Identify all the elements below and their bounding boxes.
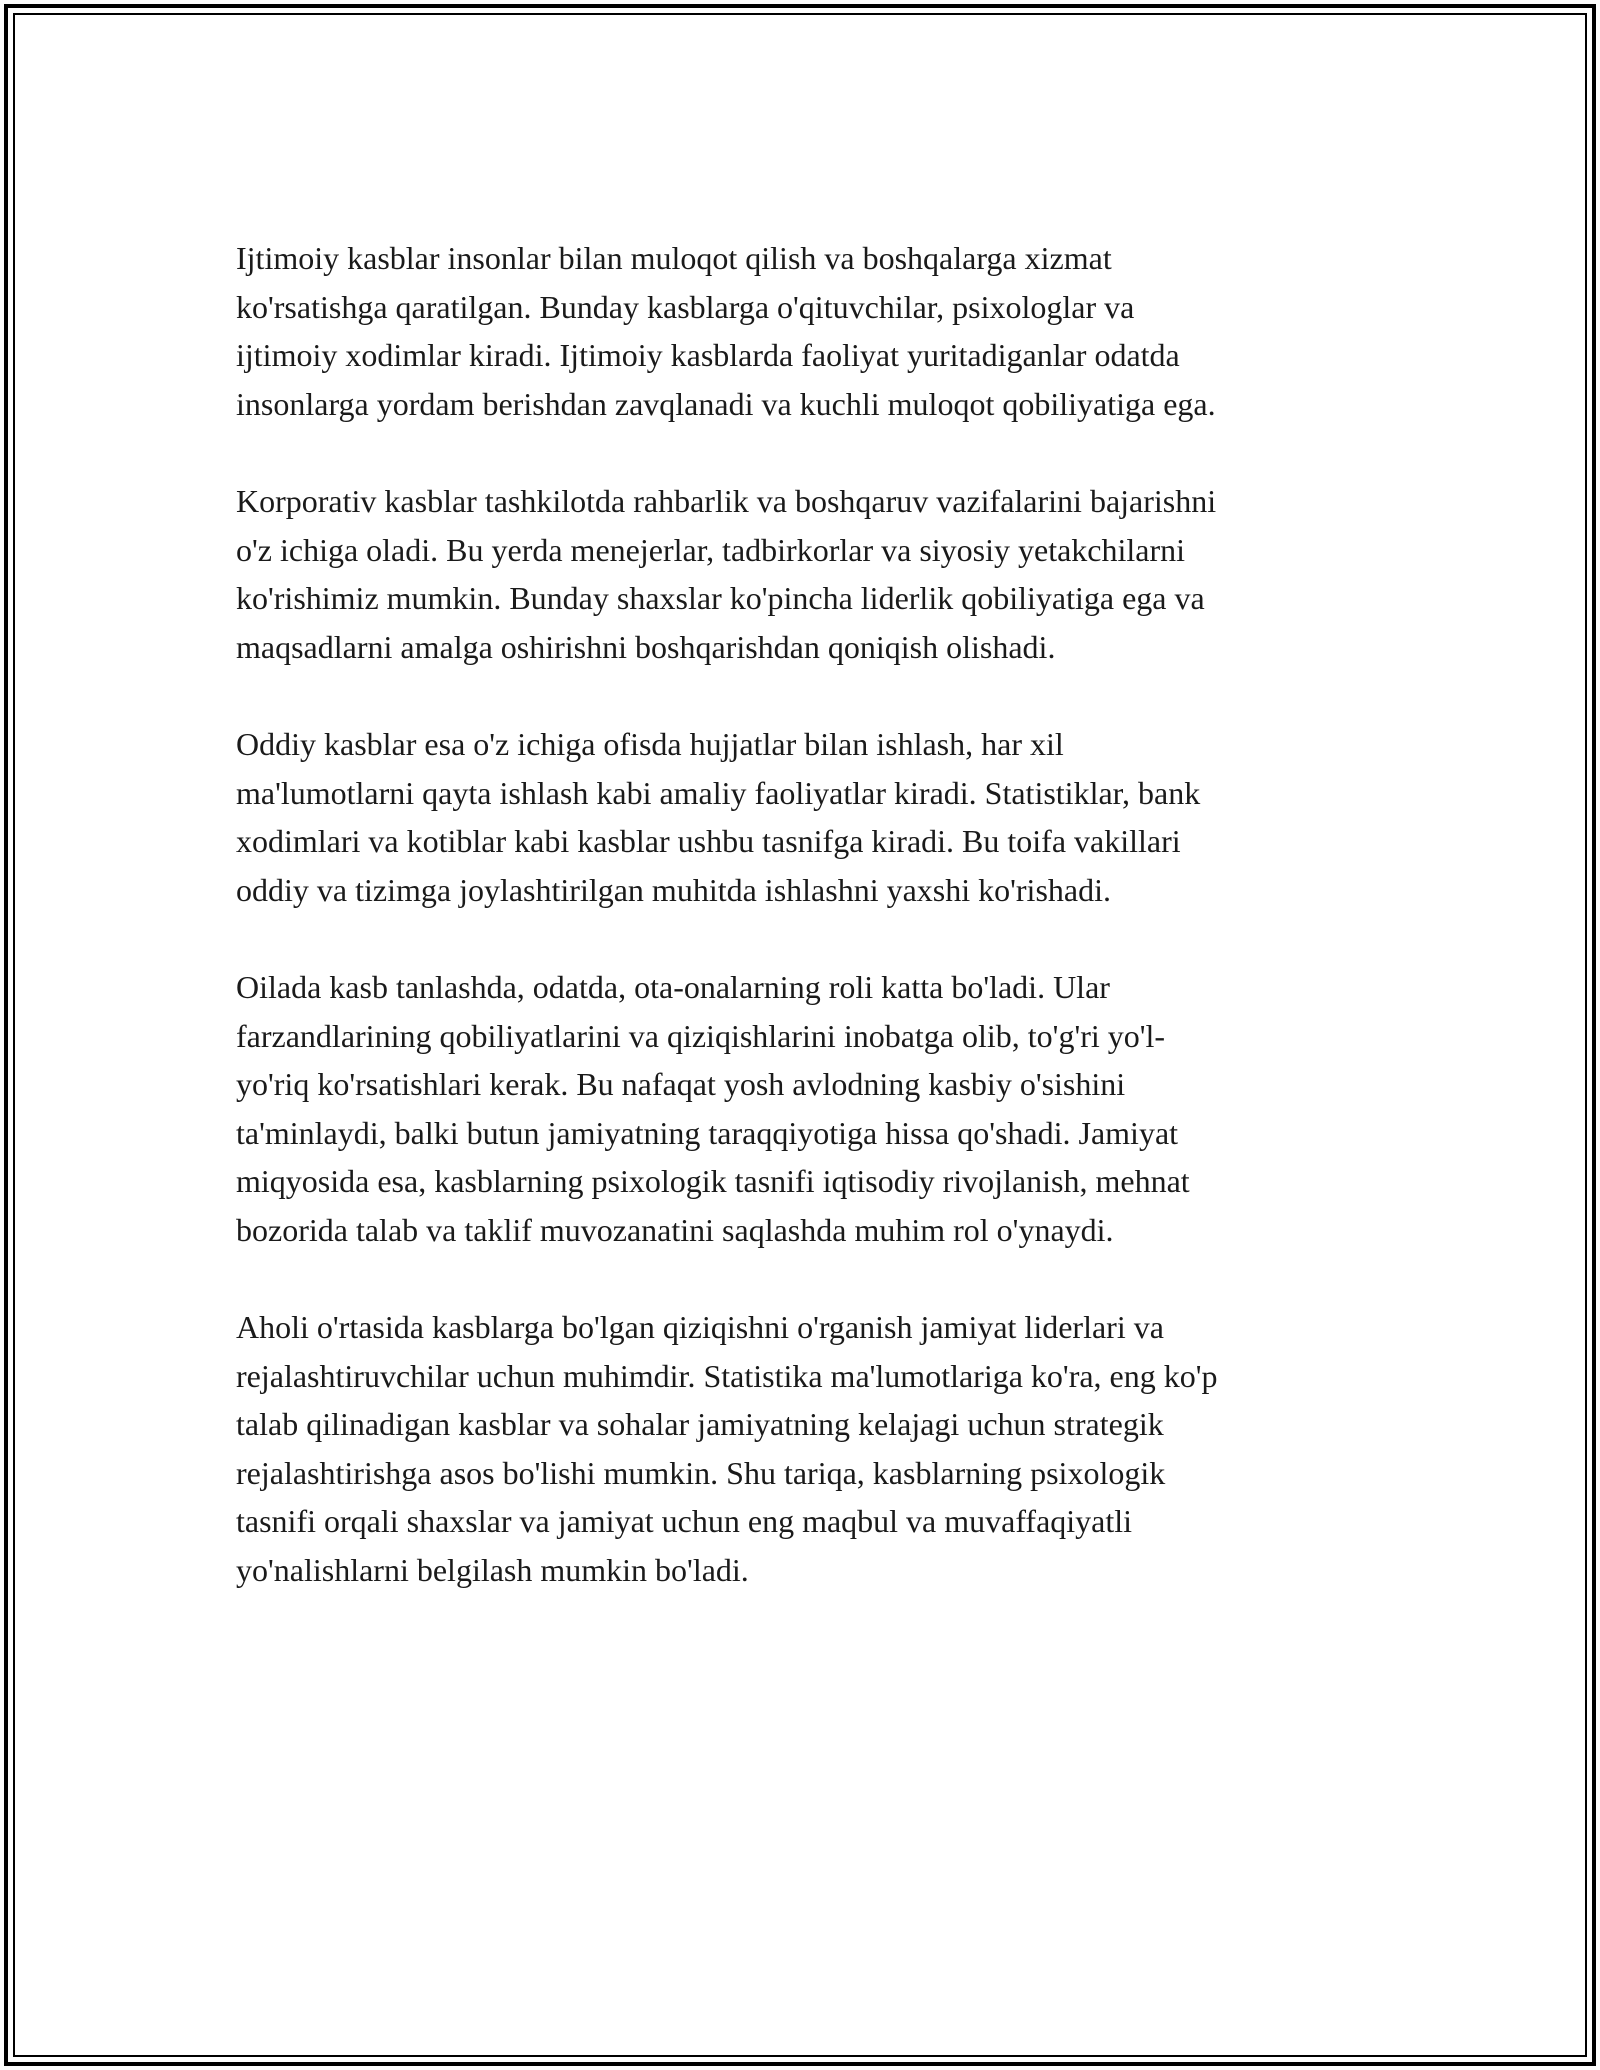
document-body	[236, 234, 1366, 1594]
paragraph-corporate-professions: Korporativ kasblar tashkilotda rahbarlik va boshqaruv vazifalarini bajarishni o'z ichiga oladi. Bu yerda menejerlar, tadbirkorlar va siyosiy yetakchilarni ko'rishimiz mumkin. Bunday shaxslar ko'pincha liderlik qobiliyatiga ega va maqsadlarni amalga oshirishni boshqarishdan qoniqish olishadi.	[236, 483, 1217, 665]
paragraph-population-interest: Aholi o'rtasida kasblarga bo'lgan qiziqishni o'rganish jamiyat liderlari va rejalashtiruvchilar uchun muhimdir. Statistika ma'lumotlariga ko'ra, eng ko'p talab qilinadigan kasblar va sohalar jamiyatning kelajagi uchun strategik rejalashtirishga asos bo'lishi mumkin. Shu tariqa, kasblarning psixologik tasnifi orqali shaxslar va jamiyat uchun eng maqbul va muvaffaqiyatli yo'nalishlarni belgilash mumkin bo'ladi.	[236, 1309, 1218, 1588]
paragraph-conventional-professions: Oddiy kasblar esa o'z ichiga ofisda hujjatlar bilan ishlash, har xil ma'lumotlarni qayta ishlash kabi amaliy faoliyatlar kiradi. Statistiklar, bank xodimlari va kotiblar kabi kasblar ushbu tasnifga kiradi. Bu toifa vakillari oddiy va tizimga joylashtirilgan muhitda ishlashni yaxshi ko'rishadi.	[236, 726, 1201, 908]
paragraph-family-career-choice: Oilada kasb tanlashda, odatda, ota-onalarning roli katta bo'ladi. Ular farzandlarining qobiliyatlarini va qiziqishlarini inobatga olib, to'g'ri yo'l- yo'riq ko'rsatishlari kerak. Bu nafaqat yosh avlodning kasbiy o'sishini ta'minlaydi, balki butun jamiyatning taraqqiyotiga hissa qo'shadi. Jamiyat miqyosida esa, kasblarning psixologik tasnifi iqtisodiy rivojlanish, mehnat bozorida talab va taklif muvozanatini saqlashda muhim rol o'ynaydi.	[236, 969, 1190, 1248]
paragraph-social-professions: Ijtimoiy kasblar insonlar bilan muloqot qilish va boshqalarga xizmat ko'rsatishga qaratilgan. Bunday kasblarga o'qituvchilar, psixologlar va ijtimoiy xodimlar kiradi. Ijtimoiy kasblarda faoliyat yuritadiganlar odatda insonlarga yordam berishdan zavqlanadi va kuchli muloqot qobiliyatiga ega.	[236, 240, 1216, 422]
